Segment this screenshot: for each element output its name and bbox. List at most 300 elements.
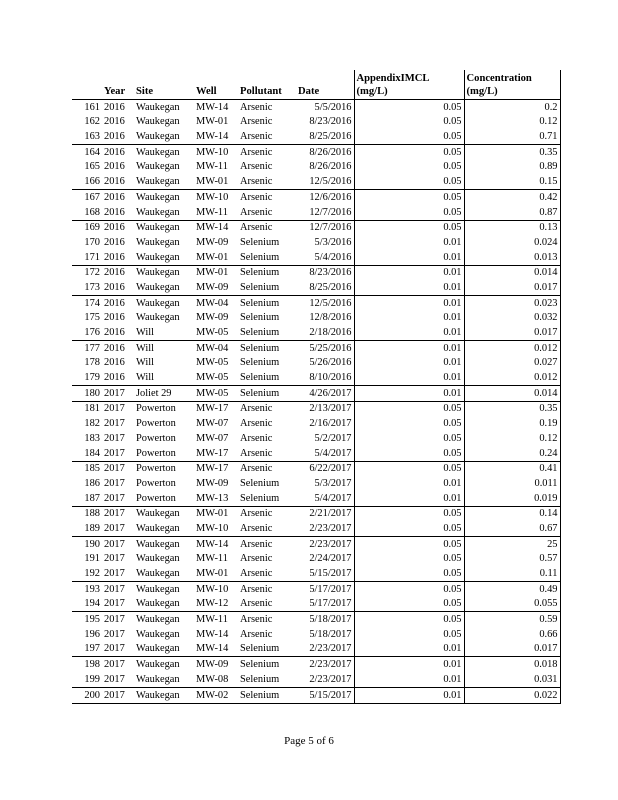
cell-mcl: 0.05	[354, 401, 464, 416]
cell-concentration: 0.017	[464, 325, 560, 340]
cell-date: 5/15/2017	[296, 566, 354, 581]
cell-well: MW-09	[196, 281, 229, 293]
cell-site: Powerton	[134, 461, 194, 476]
cell-concentration: 0.032	[464, 311, 560, 326]
cell-mcl: 0.05	[354, 612, 464, 627]
cell-date: 12/7/2016	[296, 205, 354, 220]
table-row	[72, 115, 560, 130]
cell-row-number: 192	[84, 568, 100, 579]
cell-site: Waukegan	[136, 553, 180, 565]
cell-concentration: 0.023	[464, 295, 560, 310]
cell-well: MW-14	[196, 643, 229, 655]
cell-year: 2016	[104, 206, 125, 218]
cell-row-number: 183	[84, 432, 100, 444]
cell-site: Waukegan	[136, 673, 180, 685]
cell-pollutant: Selenium	[240, 327, 280, 338]
cell-site: Waukegan	[136, 176, 180, 188]
cell-year: 2017	[102, 687, 134, 703]
cell-site: Will	[134, 341, 194, 356]
table-row	[72, 672, 560, 687]
cell-mcl: 0.05	[354, 566, 464, 581]
cell-year: 2016	[104, 357, 125, 369]
cell-well: MW-01	[196, 568, 229, 579]
cell-site: Powerton	[134, 401, 194, 416]
cell-date: 2/23/2017	[296, 672, 354, 687]
cell-concentration: 0.2	[464, 100, 560, 115]
cell-pollutant: Arsenic	[240, 176, 273, 188]
cell-concentration: 0.59	[464, 612, 560, 627]
cell-concentration: 0.12	[464, 115, 560, 130]
cell-year: 2016	[104, 372, 125, 384]
cell-row-number: 161	[72, 100, 102, 115]
cell-mcl: 0.05	[354, 597, 464, 612]
cell-year: 2017	[102, 657, 134, 672]
header-year: Year	[104, 85, 126, 97]
cell-year: 2016	[104, 176, 125, 188]
table-body	[72, 100, 560, 704]
cell-year: 2016	[102, 341, 134, 356]
cell-year: 2017	[104, 418, 125, 430]
table-row	[72, 582, 560, 597]
cell-pollutant: Arsenic	[240, 206, 273, 218]
cell-row-number: 199	[84, 673, 100, 685]
cell-mcl: 0.05	[354, 190, 464, 205]
cell-pollutant: Arsenic	[238, 582, 296, 597]
table-row	[72, 476, 560, 491]
cell-site: Waukegan	[136, 568, 180, 579]
cell-row-number: 170	[84, 236, 100, 248]
cell-pollutant: Selenium	[240, 312, 280, 324]
cell-row-number: 162	[84, 116, 100, 128]
cell-pollutant: Selenium	[238, 341, 296, 356]
header-site: Site	[136, 85, 154, 97]
cell-concentration: 0.017	[464, 642, 560, 657]
cell-well: MW-17	[196, 447, 229, 459]
cell-concentration: 0.013	[464, 250, 560, 265]
cell-pollutant: Selenium	[238, 687, 296, 703]
cell-mcl: 0.05	[354, 582, 464, 597]
cell-site: Waukegan	[134, 100, 194, 115]
cell-pollutant: Arsenic	[238, 461, 296, 476]
table-row	[72, 129, 560, 144]
cell-mcl: 0.05	[354, 115, 464, 130]
cell-mcl: 0.05	[354, 174, 464, 189]
cell-year: 2016	[104, 236, 125, 248]
cell-well: MW-14	[194, 536, 238, 551]
cell-pollutant: Selenium	[240, 236, 280, 248]
cell-year: 2017	[104, 522, 125, 534]
cell-row-number: 191	[84, 553, 100, 565]
table-row	[72, 100, 560, 115]
cell-year: 2017	[104, 673, 125, 685]
cell-well: MW-04	[194, 341, 238, 356]
cell-row-number: 190	[72, 536, 102, 551]
cell-row-number: 187	[84, 492, 100, 504]
cell-year: 2017	[102, 401, 134, 416]
cell-year: 2017	[104, 492, 125, 504]
cell-well: MW-01	[196, 116, 229, 128]
cell-row-number: 196	[84, 628, 100, 640]
cell-year: 2016	[104, 116, 125, 128]
cell-concentration: 0.027	[464, 356, 560, 371]
cell-row-number: 184	[84, 447, 100, 459]
cell-pollutant: Arsenic	[238, 100, 296, 115]
cell-mcl: 0.05	[354, 205, 464, 220]
table-row	[72, 205, 560, 220]
cell-well: MW-11	[196, 161, 228, 173]
cell-year: 2017	[104, 553, 125, 565]
cell-row-number: 165	[84, 161, 100, 173]
cell-well: MW-05	[196, 357, 229, 369]
cell-well: MW-05	[196, 372, 229, 384]
cell-well: MW-10	[194, 145, 238, 160]
cell-concentration: 0.13	[464, 220, 560, 235]
cell-year: 2017	[102, 386, 134, 402]
cell-concentration: 0.35	[464, 401, 560, 416]
table-row	[72, 401, 560, 416]
cell-well: MW-01	[194, 265, 238, 280]
cell-row-number: 200	[72, 687, 102, 703]
cell-well: MW-10	[194, 582, 238, 597]
cell-date: 12/8/2016	[296, 311, 354, 326]
header-date: Date	[296, 70, 354, 100]
cell-pollutant: Selenium	[240, 251, 280, 263]
cell-well: MW-01	[196, 176, 229, 188]
table-row	[72, 521, 560, 536]
cell-pollutant: Selenium	[240, 477, 280, 489]
cell-pollutant: Arsenic	[240, 432, 273, 444]
cell-pollutant: Arsenic	[240, 628, 273, 640]
cell-concentration: 0.011	[464, 476, 560, 491]
cell-mcl: 0.01	[354, 295, 464, 310]
table-row	[72, 250, 560, 265]
cell-pollutant: Arsenic	[240, 116, 273, 128]
cell-row-number: 198	[72, 657, 102, 672]
cell-concentration: 0.15	[464, 174, 560, 189]
cell-pollutant: Arsenic	[238, 220, 296, 235]
cell-pollutant: Arsenic	[238, 536, 296, 551]
cell-mcl: 0.05	[354, 160, 464, 175]
cell-pollutant: Selenium	[240, 372, 280, 384]
header-mcl-line2: (mg/L)	[356, 85, 388, 97]
cell-site: Waukegan	[136, 236, 180, 248]
cell-well: MW-17	[194, 401, 238, 416]
cell-year: 2016	[104, 131, 125, 143]
table-row	[72, 446, 560, 461]
table-row	[72, 552, 560, 567]
cell-pollutant: Arsenic	[240, 418, 273, 430]
cell-well: MW-14	[196, 628, 229, 640]
cell-concentration: 0.19	[464, 416, 560, 431]
cell-concentration: 0.012	[464, 341, 560, 356]
cell-date: 5/4/2017	[296, 446, 354, 461]
cell-mcl: 0.01	[354, 491, 464, 506]
table-row	[72, 687, 560, 703]
cell-mcl: 0.05	[354, 220, 464, 235]
cell-row-number: 180	[72, 386, 102, 402]
cell-pollutant: Arsenic	[240, 447, 273, 459]
cell-mcl: 0.05	[354, 100, 464, 115]
cell-concentration: 0.014	[464, 386, 560, 402]
table-row	[72, 612, 560, 627]
cell-concentration: 0.012	[464, 370, 560, 385]
cell-site: Waukegan	[136, 281, 180, 293]
cell-concentration: 0.89	[464, 160, 560, 175]
cell-mcl: 0.05	[354, 129, 464, 144]
cell-mcl: 0.01	[354, 687, 464, 703]
cell-row-number: 177	[72, 341, 102, 356]
cell-site: Will	[136, 372, 155, 384]
cell-site: Waukegan	[136, 131, 180, 143]
cell-date: 2/23/2017	[296, 657, 354, 672]
table-row	[72, 235, 560, 250]
cell-site: Waukegan	[136, 206, 180, 218]
cell-row-number: 179	[84, 372, 100, 384]
cell-row-number: 182	[84, 418, 100, 430]
table-row	[72, 356, 560, 371]
cell-date: 5/4/2016	[296, 250, 354, 265]
cell-year: 2016	[104, 251, 125, 263]
cell-date: 4/26/2017	[296, 386, 354, 402]
cell-year: 2017	[104, 643, 125, 655]
cell-row-number: 174	[72, 295, 102, 310]
cell-date: 12/7/2016	[296, 220, 354, 235]
cell-row-number: 188	[72, 506, 102, 521]
cell-well: MW-05	[196, 327, 229, 338]
cell-concentration: 25	[464, 536, 560, 551]
cell-pollutant: Arsenic	[238, 145, 296, 160]
cell-mcl: 0.05	[354, 506, 464, 521]
cell-site: Waukegan	[134, 612, 194, 627]
cell-year: 2016	[104, 327, 125, 338]
cell-site: Waukegan	[136, 251, 180, 263]
cell-well: MW-08	[196, 673, 229, 685]
cell-date: 5/26/2016	[296, 356, 354, 371]
cell-mcl: 0.01	[354, 642, 464, 657]
cell-site: Waukegan	[134, 295, 194, 310]
cell-mcl: 0.01	[354, 370, 464, 385]
cell-well: MW-04	[194, 295, 238, 310]
page-number: Page 5 of 6	[284, 735, 334, 747]
table-row	[72, 280, 560, 295]
cell-pollutant: Arsenic	[240, 522, 273, 534]
cell-well: MW-11	[196, 206, 228, 218]
table-row	[72, 145, 560, 160]
cell-year: 2016	[102, 265, 134, 280]
cell-date: 5/4/2017	[296, 491, 354, 506]
cell-mcl: 0.01	[354, 356, 464, 371]
cell-date: 12/5/2016	[296, 174, 354, 189]
cell-mcl: 0.01	[354, 476, 464, 491]
cell-mcl: 0.05	[354, 145, 464, 160]
cell-date: 2/18/2016	[296, 325, 354, 340]
cell-mcl: 0.01	[354, 672, 464, 687]
cell-pollutant: Arsenic	[240, 131, 273, 143]
cell-concentration: 0.71	[464, 129, 560, 144]
cell-date: 5/25/2016	[296, 341, 354, 356]
cell-site: Waukegan	[136, 598, 180, 610]
header-conc-line2: (mg/L)	[466, 85, 498, 97]
cell-concentration: 0.67	[464, 521, 560, 536]
cell-well: MW-14	[196, 131, 229, 143]
cell-well: MW-12	[196, 598, 229, 610]
cell-pollutant: Arsenic	[238, 190, 296, 205]
cell-well: MW-01	[196, 251, 229, 263]
cell-date: 2/23/2017	[296, 521, 354, 536]
cell-year: 2017	[104, 432, 125, 444]
table-row	[72, 295, 560, 310]
cell-concentration: 0.014	[464, 265, 560, 280]
cell-year: 2017	[104, 568, 125, 579]
cell-row-number: 181	[72, 401, 102, 416]
cell-well: MW-11	[196, 553, 228, 565]
cell-year: 2017	[102, 536, 134, 551]
table-row	[72, 627, 560, 642]
cell-concentration: 0.017	[464, 280, 560, 295]
cell-date: 8/25/2016	[296, 129, 354, 144]
cell-concentration: 0.018	[464, 657, 560, 672]
table-row	[72, 220, 560, 235]
cell-site: Waukegan	[134, 506, 194, 521]
cell-row-number: 164	[72, 145, 102, 160]
cell-row-number: 166	[84, 176, 100, 188]
cell-date: 5/15/2017	[296, 687, 354, 703]
cell-year: 2017	[102, 461, 134, 476]
cell-mcl: 0.05	[354, 461, 464, 476]
cell-year: 2017	[102, 506, 134, 521]
cell-mcl: 0.01	[354, 265, 464, 280]
cell-site: Waukegan	[136, 312, 180, 324]
cell-pollutant: Selenium	[238, 295, 296, 310]
cell-date: 8/23/2016	[296, 265, 354, 280]
cell-pollutant: Arsenic	[240, 553, 273, 565]
cell-site: Powerton	[136, 492, 176, 504]
cell-well: MW-05	[194, 386, 238, 402]
cell-mcl: 0.05	[354, 552, 464, 567]
cell-date: 2/24/2017	[296, 552, 354, 567]
cell-date: 2/21/2017	[296, 506, 354, 521]
cell-date: 12/5/2016	[296, 295, 354, 310]
cell-site: Waukegan	[136, 628, 180, 640]
cell-mcl: 0.01	[354, 235, 464, 250]
cell-site: Waukegan	[136, 161, 180, 173]
cell-date: 8/26/2016	[296, 145, 354, 160]
cell-site: Powerton	[136, 477, 176, 489]
cell-year: 2016	[102, 145, 134, 160]
cell-year: 2016	[102, 220, 134, 235]
cell-date: 8/26/2016	[296, 160, 354, 175]
cell-pollutant: Selenium	[240, 673, 280, 685]
cell-date: 2/13/2017	[296, 401, 354, 416]
cell-site: Waukegan	[134, 657, 194, 672]
cell-well: MW-14	[194, 220, 238, 235]
table-row	[72, 461, 560, 476]
cell-year: 2016	[104, 312, 125, 324]
cell-concentration: 0.024	[464, 235, 560, 250]
cell-mcl: 0.01	[354, 311, 464, 326]
cell-well: MW-07	[196, 418, 229, 430]
table-row	[72, 566, 560, 581]
cell-row-number: 197	[84, 643, 100, 655]
cell-pollutant: Arsenic	[240, 568, 273, 579]
cell-mcl: 0.01	[354, 341, 464, 356]
cell-concentration: 0.41	[464, 461, 560, 476]
cell-mcl: 0.01	[354, 657, 464, 672]
cell-date: 5/5/2016	[296, 100, 354, 115]
cell-date: 5/17/2017	[296, 597, 354, 612]
cell-well: MW-17	[194, 461, 238, 476]
header-conc-line1: Concentration	[466, 73, 532, 84]
cell-year: 2017	[104, 598, 125, 610]
cell-mcl: 0.01	[354, 386, 464, 402]
cell-site: Waukegan	[134, 687, 194, 703]
cell-concentration: 0.49	[464, 582, 560, 597]
cell-well: MW-01	[194, 506, 238, 521]
cell-mcl: 0.05	[354, 431, 464, 446]
cell-site: Powerton	[136, 432, 176, 444]
cell-date: 8/25/2016	[296, 280, 354, 295]
cell-year: 2016	[102, 295, 134, 310]
table-row	[72, 642, 560, 657]
table-row	[72, 311, 560, 326]
table-row	[72, 416, 560, 431]
cell-site: Waukegan	[134, 190, 194, 205]
cell-site: Powerton	[136, 447, 176, 459]
cell-row-number: 189	[84, 522, 100, 534]
cell-row-number: 168	[84, 206, 100, 218]
table-row	[72, 597, 560, 612]
cell-pollutant: Arsenic	[238, 506, 296, 521]
cell-year: 2016	[102, 190, 134, 205]
header-well: Well	[196, 85, 217, 97]
cell-year: 2016	[102, 100, 134, 115]
cell-row-number: 178	[84, 357, 100, 369]
cell-year: 2016	[104, 281, 125, 293]
table-row	[72, 174, 560, 189]
pollutant-table	[72, 70, 561, 704]
cell-mcl: 0.05	[354, 536, 464, 551]
header-mcl-line1: AppendixIMCL	[356, 73, 430, 84]
cell-well: MW-14	[194, 100, 238, 115]
cell-date: 5/18/2017	[296, 612, 354, 627]
cell-date: 2/16/2017	[296, 416, 354, 431]
cell-mcl: 0.05	[354, 627, 464, 642]
table-row	[72, 370, 560, 385]
cell-year: 2017	[104, 447, 125, 459]
cell-date: 2/23/2017	[296, 642, 354, 657]
cell-date: 5/3/2016	[296, 235, 354, 250]
cell-site: Waukegan	[136, 643, 180, 655]
cell-well: MW-10	[194, 190, 238, 205]
cell-site: Waukegan	[134, 145, 194, 160]
cell-pollutant: Arsenic	[238, 401, 296, 416]
cell-row-number: 194	[84, 598, 100, 610]
table-row	[72, 431, 560, 446]
cell-year: 2017	[104, 477, 125, 489]
cell-row-number: 175	[84, 312, 100, 324]
cell-concentration: 0.031	[464, 672, 560, 687]
cell-site: Waukegan	[134, 582, 194, 597]
cell-well: MW-02	[194, 687, 238, 703]
cell-concentration: 0.022	[464, 687, 560, 703]
cell-site: Waukegan	[134, 220, 194, 235]
cell-pollutant: Arsenic	[238, 612, 296, 627]
cell-well: MW-09	[196, 477, 229, 489]
header-num	[72, 70, 102, 100]
cell-date: 5/17/2017	[296, 582, 354, 597]
cell-site: Joliet 29	[134, 386, 194, 402]
cell-row-number: 169	[72, 220, 102, 235]
